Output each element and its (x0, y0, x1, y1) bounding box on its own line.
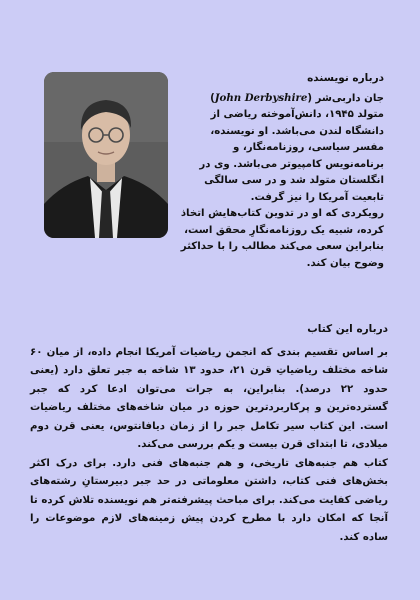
author-name (210, 93, 384, 104)
author-name-latin: John Derbyshire (214, 91, 308, 104)
author-name-prefix: جان داربی‌شر ( (307, 92, 384, 104)
author-portrait-photo (44, 72, 168, 238)
book-paragraph-2: کتاب هم جنبه‌های تاریخی، و هم جنبه‌های فنی دارد. برای درک اکثر بخش‌های فنی کتاب، داشتن معلوماتی در حد جبر دبیرستانِ رشته‌های ریاضی کفایت می‌کند. برای مباحث پیشرفته‌تر هم نویسنده تلاش کرده تا آنجا که امکان دارد با مطرح کردن پیش زمینه‌های لازم موضوعات را ساده کند. (30, 457, 388, 543)
author-photo (44, 72, 168, 238)
author-approach: رویکردی که او در تدوین کتاب‌هایش اتخاذ کرده، شبیه یک روزنامه‌نگارِ محقق است، بنابراین سعی می‌کند مطالب را با حداکثر وضوح بیان کند. (180, 208, 384, 269)
author-bio (180, 90, 384, 207)
book-section (30, 320, 388, 547)
author-section-title: درباره نویسنده (307, 72, 384, 84)
book-paragraph-1: بر اساس تقسیم بندی که انجمن ریاضیات آمریکا انجام داده، از میان ۶۰ شاخه مختلف ریاضیاتِ قرن ۲۱، حدود ۱۳ شاخه به جبر تعلق دارد (یعنی حدود ۲۲ درصد). بنابراین، به جرات می‌توان ادعا کرد که جبر گسترده‌ترین و پرکاربردترین حوزه در میان شاخه‌های مختلف ریاضیات است. این کتاب سیر تکامل جبر را از زمان دیافانتوس، یعنی قرن دوم میلادی، تا ابتدای قرن بیست و یکم بررسی می‌کند. (30, 346, 388, 450)
author-bio-text: متولد ۱۹۴۵، دانش‌آموخته ریاضی از دانشگاه لندن می‌باشد. او نویسنده، مفسر سیاسی، روزنامه‌نگار، و برنامه‌نویس کامپیوتر می‌باشد. وی در انگلستان متولد شد و در سی سالگی تابعیت آمریکا را نیز گرفت. (199, 109, 384, 203)
author-section (180, 70, 384, 272)
author-name-suffix: ) (210, 92, 215, 104)
book-section-title: درباره این کتاب (307, 323, 388, 335)
